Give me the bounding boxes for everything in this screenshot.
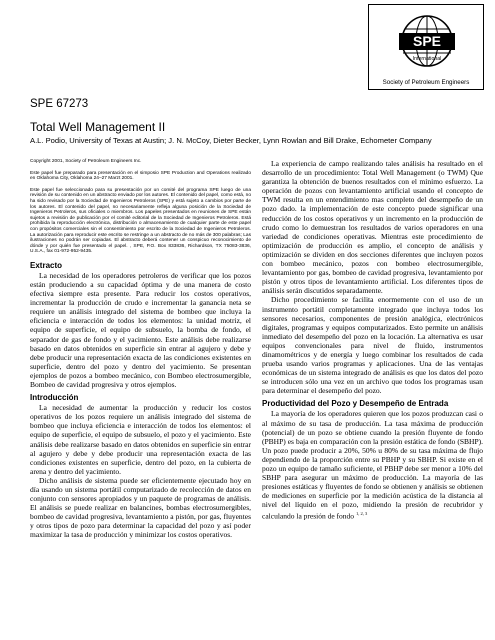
authors: A.L. Podio, University of Texas at Austin; J. N. McCoy, Dieter Becker, Lynn Rowlan and Bill Drake, Echometer Company [30, 136, 432, 145]
productivity-heading: Productividad del Pozo y Desempeño de Entrada [262, 399, 449, 409]
extracto-paragraph: La necesidad de los operadores petroleros de verificar que los pozos están produciendo a su capacidad óptima y de una manera de costo efectiva siempre esta presente. Para reducir los costos operativos, incrementar la producción de crudo e incrementar la ganancia neta se requiere un análisis integrado del sistema de bombeo que incluya la eficiencia e interacción de todos los elementos: la unidad motriz, el equipo de superficie, el equipo de subsuelo, la bomba de fondo, el separador de gas de fondo y el yacimiento. Este análisis debe realizarse basado en datos obtenidos en superficie sin entrar al agujero y debe y debe producir una representación exacta de las condiciones existentes en superficie, dentro del pozo y dentro del yacimiento. Se presentan ejemplos de pozos a bombeo mecánico, con Bombeo electrosumergible, Bombeo de cavidad progresiva y otros ejemplos. [30, 270, 251, 390]
paper-id: SPE 67273 [30, 98, 89, 110]
selection-notice: Este papel fue seleccionado para su presentación por un comité del programa SPE luego de una revisión de su contenido en un abstracto enviado por los autores. El contenido del papel, como está, no ha sido revisado por la Sociedad de Ingenieros Petroleros (SPE) y está sujeto a cambios por parte de los autores. El contenido del papel, no necesariamente refleja alguna posición de la Sociedad de Ingenieros Petroleros, sus oficiales o miembros. Los papeles presentados en reuniones de SPE están sujetos a revisión de publicación por el comité editorial de la Sociedad de Ingenieros Petroleros. Está prohibida la reproducción electrónica, distribución o almacenamiento de cualquier parte de este papel con propósitos comerciales sin el consentimiento por escrito de la Sociedad de Ingenieros Petroleros. La autorización para reproducir este escrito se restringe a un abstracto de no más de 300 palabras; Las ilustraciones no podrán ser copiadas. El abstracto deberá contener un conspicuo reconocimiento de dónde y por quién fue presentado el papel. , SPE, P.O. Box 833836, Richardson, TX 75083-3836, U.S.A., fax 01-972-952-9435. [30, 187, 251, 255]
intro-paragraph-2: Dicho análisis de sistema puede ser eficientemente ejecutado hoy en día usando un sistema portátil computarizado de recolección de datos en conjunto con sensores apropiados y un paquete de programas de análisis. El análisis se puede realizar en balancines, bombas electrosumergibles, bombeo de cavidad progresiva, levantamiento a pistón, por gas, fluyentes y otros tipos de pozo para determinar la capacidad del pozo y así poder maximizar la tasa de producción y minimizar los costos operativos. [30, 475, 251, 540]
reference-superscript: 1, 2, 3 [355, 511, 368, 517]
spe-globe-logo-icon [399, 11, 455, 73]
logo-name: SPE [412, 33, 442, 49]
prepared-notice: Este papel fue preparado para presentación en el simposio SPE Production and Operations realizado en Oklahoma City, Oklahoma 24–27 Marzt 2001. [30, 170, 251, 182]
spe-logo-box [368, 4, 484, 90]
extracto-heading: Extracto [30, 260, 63, 270]
right-paragraph-2: Dicho procedimiento se facilita enormemente con el uso de un instrumento portátil completamente integrado que incluya todos los sensores necesarios, componentes de presión analógica, electrónicos digitales, programas y equipos computarizados. Esto permite un análisis inmediato del desempeño del pozo en la locación. La alternativa es usar equipos convencionales para nivel de fluido, instrumentos dinamométricos y de energía y luego combinar los resultados de cada prueba usando varios programas y aplicaciones. Una de las ventajas económicas de un sistema integrado de análisis es que los datos del pozo se introducen sólo una vez en un archivo que todos los programas usan para determinar el desempeño del pozo. [262, 295, 483, 396]
paper-title: Total Well Management II [30, 120, 166, 134]
right-column [262, 159, 483, 521]
logo-caption: Society of Petroleum Engineers [382, 79, 470, 86]
productivity-text: La mayoría de los operadores quieren que los pozos produzcan casi o al máximo de su tasa de producción. La tasa máxima de producción (potencial) de un pozo se obtiene cuando la presión fluyente de fondo (PBHP) es baja en comparación con la presión estática de fondo (SBHP). Un pozo puede producir a 20%, 50% u 80% de su tasa máxima de flujo dependiendo de la proporción entre su PBHP y su SBHP. Si existe en el pozo un equipo de tamaño suficiente, el PBHP debe ser menor a 10% del SBHP para asegurar un máximo de producción. La mayoría de las presiones estáticas y fluyentes de fondo se obtienen y análisis se obtienen de mediciones en superficie por la medición acústica de la distancia al nivel del líquido en el pozo, midiendo la presión de recubridor y calculando la presión de fondo [262, 409, 483, 521]
intro-paragraph-1: La necesidad de aumentar la producción y reducir los costos operativos de los pozos requiere un análisis integrado del sistema de bombeo que incluya eficiencia e interacción de todos los elementos: el equipo de superficie, el equipo de subsuelo, el pozo y el yacimiento. Este análisis debe realizarse basado en datos obtenidos en superficie sin entrar al agujero y debe y debe producir una representación exacta de las condiciones existentes en superficie, dentro del pozo, en la cubierta de arena y dentro del yacimiento. [30, 403, 251, 476]
copyright-notice: Copyright 2001, Society of Petroleum Engineers Inc. [30, 159, 142, 164]
productivity-paragraph [262, 409, 483, 521]
left-column [30, 159, 251, 540]
logo-tagline: International [412, 56, 442, 62]
intro-heading: Introducción [30, 393, 79, 403]
right-paragraph-1: La experiencia de campo realizando tales análisis ha resultado en el desarrollo de un procedimiento: Total Well Management (o TWM) Que garantiza la obtención de buenos resultados con el mínimo esfuerzo. La operación de pozos con levantamiento artificial usando el concepto de TWM resulta en un entendimiento mas completo del desempeño de un pozo dado. la implementación de este concepto puede significar una reducción de los costos operativos y un incremento en la producción de crudo como lo demuestran los resultados de varios operadores en una variedad de condiciones operativas. Mientras este procedimiento de optimización de producción es amplio, el concepto de análisis y optimización se dividen en dos secciones diferentes que incluyen pozos con bombeo mecánico, pozos con bombeo electrosumergible, levantamiento por gas, bombeo de cavidad progresiva, levantamiento por pistón y otros tipos de levantamiento artificial. Los diferentes tipos de análisis serán discutidos separadamente. [262, 159, 483, 296]
